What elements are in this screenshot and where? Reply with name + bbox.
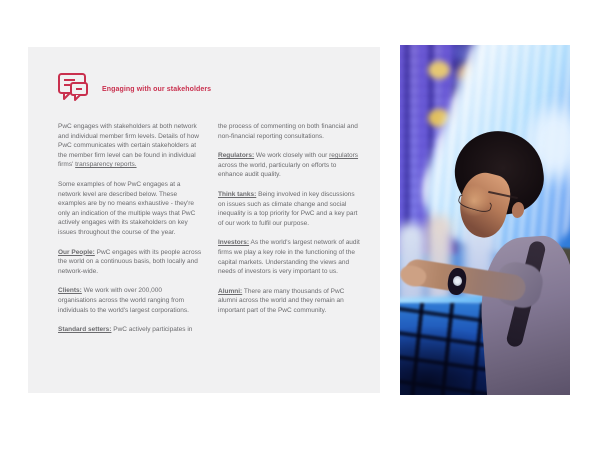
- regulators-link[interactable]: regulators: [329, 152, 359, 160]
- paragraph-standard-setters-cont: the process of commenting on both financial and non-financial reporting consultations.: [218, 123, 358, 140]
- paragraph-clients: Clients: We work with over 200,000 organisations across the world ranging from individuals to the world's largest corporations.: [58, 287, 189, 314]
- paragraph-our-people: Our People: PwC engages with its people across the world on a continuous basis, both locally and network-wide.: [58, 248, 202, 275]
- speech-bubbles-icon: [54, 68, 92, 111]
- paragraph-label: Alumni:: [218, 287, 243, 295]
- section-header: [54, 68, 211, 111]
- photo-bokeh-dot: [428, 61, 450, 79]
- paragraph-label: Clients:: [58, 287, 82, 295]
- paragraph-think-tanks: Think tanks: Being involved in key discussions on issues such as climate change and social inequality is a top priority for PwC and a key part of our work to fulfil our purpose.: [218, 190, 358, 227]
- content-panel: [28, 47, 380, 393]
- photo-man-with-glasses-neon-lights: [400, 45, 570, 395]
- paragraph-label: Standard setters:: [58, 326, 112, 334]
- paragraph-regulators: Regulators: We work closely with our regulators across the world, particularly on efforts to enhance audit quality.: [218, 152, 359, 179]
- section-title: Engaging with our stakeholders: [102, 86, 212, 93]
- transparency-reports-link[interactable]: transparency reports.: [75, 161, 137, 169]
- paragraph-investors: Investors: As the world's largest network of audit firms we play a key role in the functioning of the capital markets. Understanding the views and needs of investors is very important to us.: [218, 239, 360, 276]
- right-column: [218, 122, 362, 326]
- left-column: [58, 122, 202, 345]
- paragraph-label: Think tanks:: [218, 190, 257, 198]
- paragraph-examples: Some examples of how PwC engages at a network level are described below. These examples are by no means exhaustive - they're only an indication of the multiple ways that PwC actively engages with its stakeholders on key issues throughout the course of the year.: [58, 180, 196, 236]
- paragraph-standard-setters: Standard setters: PwC actively participates in: [58, 326, 193, 334]
- paragraph-label: Investors:: [218, 239, 250, 247]
- paragraph-intro: PwC engages with stakeholders at both network and individual member firm levels. Details of how PwC communicates with certain stakeholders at the member firm level can be found in individual firms' transparency reports.: [58, 123, 199, 169]
- paragraph-label: Our People:: [58, 248, 95, 256]
- photo-watch-face: [453, 276, 462, 286]
- paragraph-label: Regulators:: [218, 152, 255, 160]
- paragraph-alumni: Alumni: There are many thousands of PwC alumni across the world and they remain an important part of the PwC community.: [218, 287, 345, 314]
